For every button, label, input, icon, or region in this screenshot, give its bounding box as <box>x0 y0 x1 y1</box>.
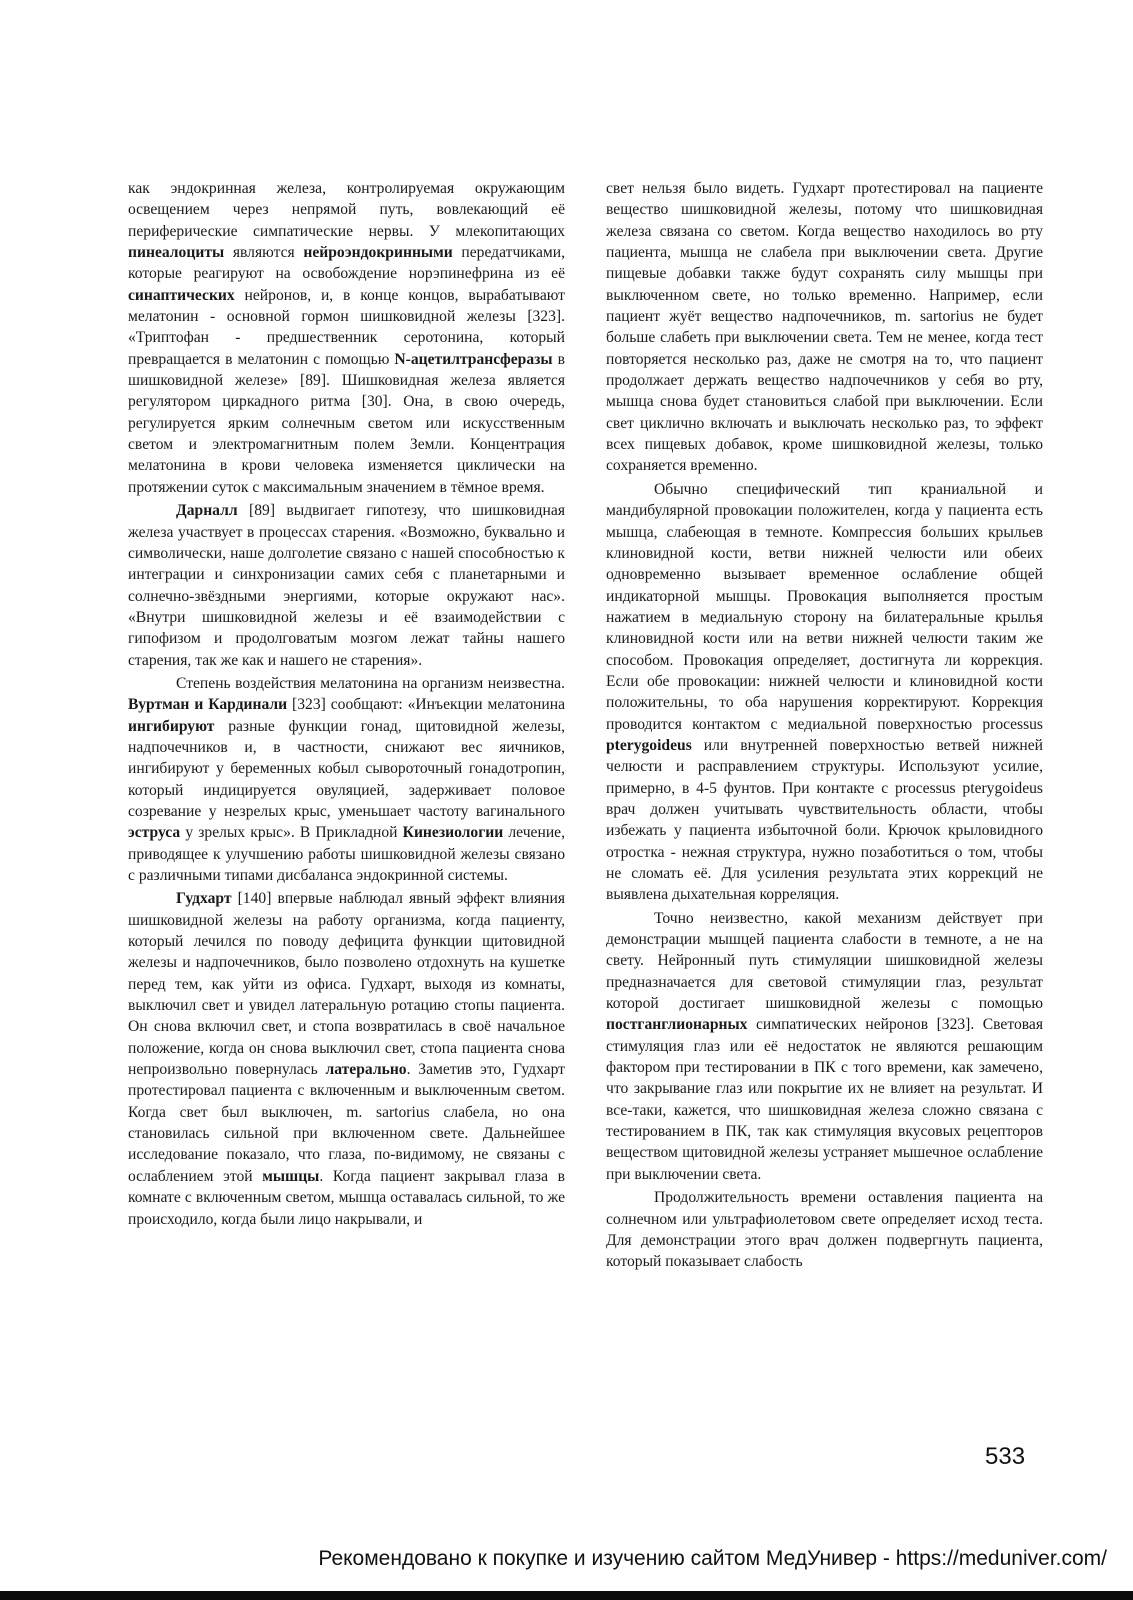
bold-term: ингибируют <box>128 717 215 735</box>
bold-term: Кинезиологии <box>402 824 504 842</box>
bold-term: Вуртман и Кардинали <box>128 696 288 714</box>
bold-term: латерально <box>325 1061 407 1079</box>
left-paragraph-1: как эндокринная железа, контролируемая окружающим освещением через непрямой путь, вовлекающий её периферические симпатические нервы. У млекопитающих пинеалоциты являются нейроэндокринными передатчиками, которые реагируют на освобождение норэпинефрина из её синаптических нейронов, и, в конце концов, вырабатывают мелатонин - основной гормон шишковидной железы [323]. «Триптофан - предшественник серотонина, который превращается в мелатонин с помощью N-ацетилтрансферазы в шишковидной железе» [89]. Шишковидная железа является регулятором циркадного ритма [30]. Она, в свою очередь, регулируется ярким солнечным светом или искусственным светом и электромагнитным полем Земли. Концентрация мелатонина в крови человека изменяется циклически на протяжении суток с максимальным значением в тёмное время. <box>128 180 565 496</box>
page-number: 533 <box>985 1443 1026 1470</box>
left-paragraph-4: Гудхарт [140] впервые наблюдал явный эффект влияния шишковидной железы на работу организма, когда пациенту, который лечился по поводу дефицита функции щитовидной железы и надпочечников, было позволено отдохнуть на кушетке перед тем, как уйти из офиса. Гудхарт, выходя из комнаты, выключил свет и увидел латеральную ротацию стопы пациента. Он снова включил свет, и стопа возвратилась в своё начальное положение, когда он снова выключил свет, стопа пациента снова непроизвольно повернулась латерально. Заметив это, Гудхарт протестировал пациента с включенным и выключенным светом. Когда свет был выключен, m. sartorius слабела, но она становилась сильной при включенном свете. Дальнейшее исследование показало, что глаза, по-видимому, не связаны с ослаблением этой мышцы. Когда пациент закрывал глаза в комнате с включенным светом, мышца оставалась сильной, то же происходило, когда были лицо накрывали, и <box>128 890 565 1228</box>
left-paragraph-3: Степень воздействия мелатонина на организм неизвестна. Вуртман и Кардинали [323] сообщают: «Инъекции мелатонина ингибируют разные функции гонад, щитовидной железы, надпочечников и, в частности, снижают вес яичников, ингибируют у беременных кобыл сывороточный гонадотропин, который индицируется овуляцией, задерживает половое созревание у незрелых крыс, уменьшает частоту вагинального эструса у зрелых крыс». В Прикладной Кинезиологии лечение, приводящее к улучшению работы шишковидной железы связано с различными типами дисбаланса эндокринной системы. <box>128 674 565 884</box>
right-paragraph-4: Продолжительность времени оставления пациента на солнечном или ультрафиолетовом свете определяет исход теста. Для демонстрации этого врач должен подвергнуть пациента, который показывает слабость <box>606 1189 1043 1271</box>
bold-term: N-ацетилтрансферазы <box>394 350 553 368</box>
bold-term: pterygoideus <box>606 736 692 754</box>
right-paragraph-1: свет нельзя было видеть. Гудхарт протестировал на пациенте вещество шишковидной железы, потому что шишковидная железа связана со светом. Когда вещество находилось во рту пациента, мышца не слабела при выключении света. Другие пищевые добавки также будут сохранять силу мышцы при выключенном свете, но только временно. Например, если пациент жуёт вещество надпочечников, m. sartorius не будет больше слабеть при выключении света. Тем не менее, когда тест повторяется несколько раз, даже не смотря на то, что пациент продолжает держать вещество надпочечников у себя во рту, мышца снова будет становиться слабой при выключении. Если свет циклично включать и выключать несколько раз, то эффект всех пищевых добавок, кроме шишковидной железы, только сохраняется временно. <box>606 180 1043 475</box>
bold-term: синаптических <box>128 286 235 304</box>
right-column <box>606 178 1043 1273</box>
bold-term: постганглионарных <box>606 1016 748 1034</box>
right-paragraph-3: Точно неизвестно, какой механизм действует при демонстрации мышцей пациента слабости в темноте, а не на свету. Нейронный путь стимуляции шишковидной железы предназначается для световой стимуляции глаз, результат которой достигает шишковидной железы с помощью постганглионарных симпатических нейронов [323]. Световая стимуляция глаз или её недостаток не являются решающим фактором при тестировании в ПК с того времени, как замечено, что закрывание глаз или покрытие их не влияет на результат. И все-таки, кажется, что шишковидная железа сложно связана с тестированием в ПК, так как стимуляция вкусовых рецепторов веществом щитовидной железы устраняет мышечное ослабление при выключении света. <box>606 909 1043 1183</box>
bottom-border <box>0 1591 1133 1600</box>
bold-term: пинеалоциты <box>128 244 225 262</box>
bold-term: Гудхарт <box>176 890 232 908</box>
left-column <box>128 178 565 1230</box>
bold-term: мышцы <box>262 1167 320 1185</box>
bold-term: эструса <box>128 824 181 842</box>
left-paragraph-2: Дарналл [89] выдвигает гипотезу, что шишковидная железа участвует в процессах старения. «Возможно, буквально и символически, наше долголетие связано с нашей способностью к интеграции и синхронизации самих себя с планетарными и солнечно-звёздными энергиями, которые окружают нас». «Внутри шишковидной железы и её взаимодействии с гипофизом и продолговатым мозгом лежат тайны нашего старения, так же как и нашего не старения». <box>128 502 565 669</box>
right-paragraph-2: Обычно специфический тип краниальной и мандибулярной провокации положителен, когда у пациента есть мышца, слабеющая в темноте. Компрессия больших крыльев клиновидной кости, ветви нижней челюсти или обеих одновременно вызывает временное ослабление общей индикаторной мышцы. Провокация выполняется простым нажатием в медиальную сторону на билатеральные крылья клиновидной кости или на ветви нижней челюсти таким же способом. Провокация определяет, достигнута ли коррекция. Если обе провокации: нижней челюсти и клиновидной кости положительны, то оба нарушения корректируют. Коррекция проводится контактом с медиальной поверхностью processus pterygoideus или внутренней поверхностью ветвей нижней челюсти и расправлением структуры. Используют усилие, примерно, в 4-5 фунтов. При контакте с processus pterygoideus врач должен учитывать чувствительность области, чтобы избежать у пациента избыточной боли. Крючок крыловидного отростка - нежная структура, нужно позаботиться о том, чтобы не сломать её. Для усиления результата этих коррекций не выявлена дыхательная корреляция. <box>606 480 1043 904</box>
footer-recommendation: Рекомендовано к покупке и изучению сайтом МедУнивер - https://meduniver.com/ <box>318 1547 1107 1570</box>
bold-term: нейроэндокринными <box>303 244 453 262</box>
bold-term: Дарналл <box>176 502 238 520</box>
